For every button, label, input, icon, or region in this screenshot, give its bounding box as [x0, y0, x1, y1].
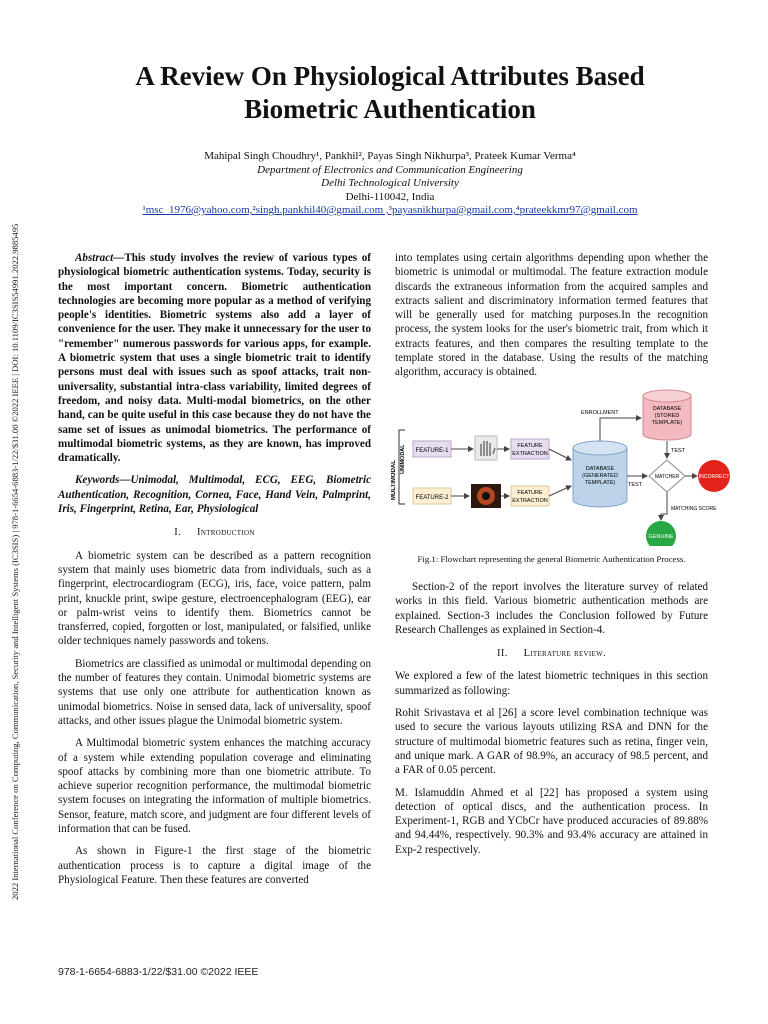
- side-citation-note: 2022 International Conference on Computing, Communication, Security and Intelligent Systems (IC3SIS) | 978-1-6654-6883-1/22/$31.00 ©2022 IEEE | DOI: 10.1109/IC3SIS54991.2022.9885495: [10, 223, 20, 900]
- fe2-line-a: FEATURE: [517, 489, 543, 496]
- db2-line-a: DATABASE: [652, 405, 682, 412]
- right-paragraph-5: M. Islamuddin Ahmed et al [22] has proposed a system using detection of optical discs, and the authentication process. In Experiment-1, RGB and YCbCr have produced accuracies of 89.88% and 94.44%, respectively. 90.3% and 93.4% accuracy are attained in Exp-2 respectively.: [395, 786, 708, 856]
- fe1-line-a: FEATURE: [517, 442, 543, 449]
- flowchart-svg: [391, 388, 733, 546]
- section-number-2: II.: [497, 648, 508, 660]
- author-address: Delhi-110042, India: [345, 190, 435, 203]
- paper-title: [60, 60, 720, 126]
- feature-1-label: FEATURE-1: [415, 447, 449, 454]
- author-university: Delhi Technological University: [321, 177, 459, 189]
- section-number: I.: [174, 527, 182, 539]
- intro-paragraph-4: As shown in Figure-1 the first stage of the biometric authentication process is to capture a digital image of the Physiological Feature. Then these features are converted: [58, 845, 371, 886]
- hand-print-image: [475, 436, 497, 460]
- section-heading-introduction: [58, 526, 371, 540]
- section-heading-literature: [395, 647, 708, 661]
- author-department: Department of Electronics and Communication Engineering: [257, 163, 523, 176]
- right-paragraph-1: into templates using certain algorithms depending upon whether the biometric is unimodal or multimodal. The feature extraction module discards the extraneous information from the acquired samples and extracts salient and discriminatory information termed features that will be generally used for matching purposes.In the recognition process, the system looks for the user's biometric trait, from which it extracts features, and then compares the resulting template to the template stored in the database. Using the results of the matching algorithm, accuracy is obtained.: [395, 252, 708, 379]
- intro-paragraph-1: A biometric system can be described as a pattern recognition system that mainly uses biometric data from individuals, such as a fingerprint, electrocardiogram (ECG), iris, face, voice pattern, palm print, knuckle print, swipe gesture, electroencephalogram (EEG), ear or palm-wrist veins to identify them. Biometrics cannot be transferred, copied, forgotten or lost, manipulated, or falsified, unlike older techniques namely passwords and tokens.: [58, 549, 371, 648]
- section-title: Introduction: [197, 527, 255, 539]
- keywords: Keywords—Unimodal, Multimodal, ECG, EEG, Biometric Authentication, Recognition, Cornea, Face, Hand Vein, Palmprint, Iris, Fingerprint, Retina, Ear, Physiological: [58, 474, 371, 516]
- author-emails[interactable]: ¹msc_1976@yahoo.com,²singh.pankhil40@gmail.com ,³payasnikhurpa@gmail.com,⁴prateekkmr97@gmail.com: [142, 204, 638, 216]
- title-line-1: A Review On Physiological Attributes Based: [135, 61, 645, 91]
- abstract: [58, 251, 371, 465]
- intro-paragraph-2: Biometrics are classified as unimodal or multimodal depending on the number of features they contain. Unimodal biometric systems are systems that use only one attribute for authentication known as unimodal biometrics. Noise in sensed data, lack of universality, spoof attacks, and other issues plague the Unimodal biometric system.: [58, 657, 371, 727]
- author-names: Mahipal Singh Choudhry¹, Pankhil², Payas Singh Nikhurpa³, Prateek Kumar Verma⁴: [204, 150, 576, 162]
- abstract-label: Abstract—: [75, 252, 125, 264]
- test-label-1: TEST: [671, 447, 686, 454]
- right-paragraph-4: Rohit Srivastava et al [26] a score level combination technique was used to secure the various layouts utilizing RSA and DNN for the structure of multimodal biometric features such as retina, finger vein, and unique mark. A GAR of 98.9%, an accuracy of 98.5 percent, and a FAR of 0.05 percent.: [395, 707, 708, 777]
- feature-2-label: FEATURE-2: [415, 494, 449, 501]
- db2-line-c: TEMPLATE): [651, 419, 683, 426]
- multimodal-label: MULTIMODAL: [391, 459, 397, 500]
- enrollment-label: ENROLLMENT: [581, 409, 619, 416]
- genuine-label: GENUINE: [648, 533, 674, 540]
- author-block: [60, 150, 720, 218]
- db2-line-b: (STORED: [654, 412, 680, 419]
- test-label-2: TEST: [628, 481, 643, 488]
- left-column: [58, 251, 371, 895]
- abstract-text: This study involves the review of various types of physiological biometric authentication systems. Today, security is the most important concern. Biometric authentication technologies are becoming more popular as a method of verifying people's identities. Biometric systems also add a layer of convenience for the user. They make it unnecessary for the user to "remember" numerous passwords for various apps, for example. A biometric system that uses a single biometric trait to identify persons must deal with issues such as spoof attacks, trait non-universality, substantial intra-class variability, limited degrees of freedom, and noisy data. Multi-modal biometrics, on the other hand, can be quite useful in this case because they do not have the same set of issues as unimodal biometrics. The performance of multimodal biometric systems, as they are known, has improved dramatically.: [58, 252, 371, 465]
- title-line-2: Biometric Authentication: [244, 94, 536, 124]
- flowchart-figure: [391, 388, 733, 546]
- figure-caption: Fig.1: Flowchart representing the general Biometric Authentication Process.: [417, 553, 686, 564]
- matching-score-label: MATCHING SCORE: [671, 505, 717, 512]
- fe2-line-b: EXTRACTION: [512, 497, 548, 504]
- right-paragraph-2: Section-2 of the report involves the literature survey of related works in this field. Various biometric authentication methods are explained. Section-3 includes the Conclusion followed by Future Research Challenges as explained in Section-4.: [395, 580, 708, 636]
- intro-paragraph-3: A Multimodal biometric system enhances the matching accuracy of a system while extending population coverage and eliminating spoof attacks by combining more than one biometric attribute. To achieve superior recognition performance, the multimodal biometric system focuses on integrating the information of multiple biometrics. Sensor, feature, match score, and judgment are four different levels of information that can be fused.: [58, 737, 371, 835]
- fe1-line-b: EXTRACTION: [512, 450, 548, 457]
- section-title-2: Literature review.: [523, 648, 606, 660]
- matcher-label: MATCHER: [654, 473, 680, 480]
- db1-line-c: TEMPLATE): [584, 479, 616, 486]
- db1-line-a: DATABASE: [585, 465, 615, 472]
- page-footer: 978-1-6654-6883-1/22/$31.00 ©2022 IEEE: [58, 966, 259, 978]
- incorrect-label: INCORRECT: [698, 473, 730, 480]
- db1-line-b: (GENERATED: [582, 472, 618, 479]
- right-column: [391, 251, 730, 865]
- unimodal-label: UNIMODAL: [400, 444, 406, 474]
- right-paragraph-3: We explored a few of the latest biometric techniques in this section summarized as following:: [395, 670, 708, 697]
